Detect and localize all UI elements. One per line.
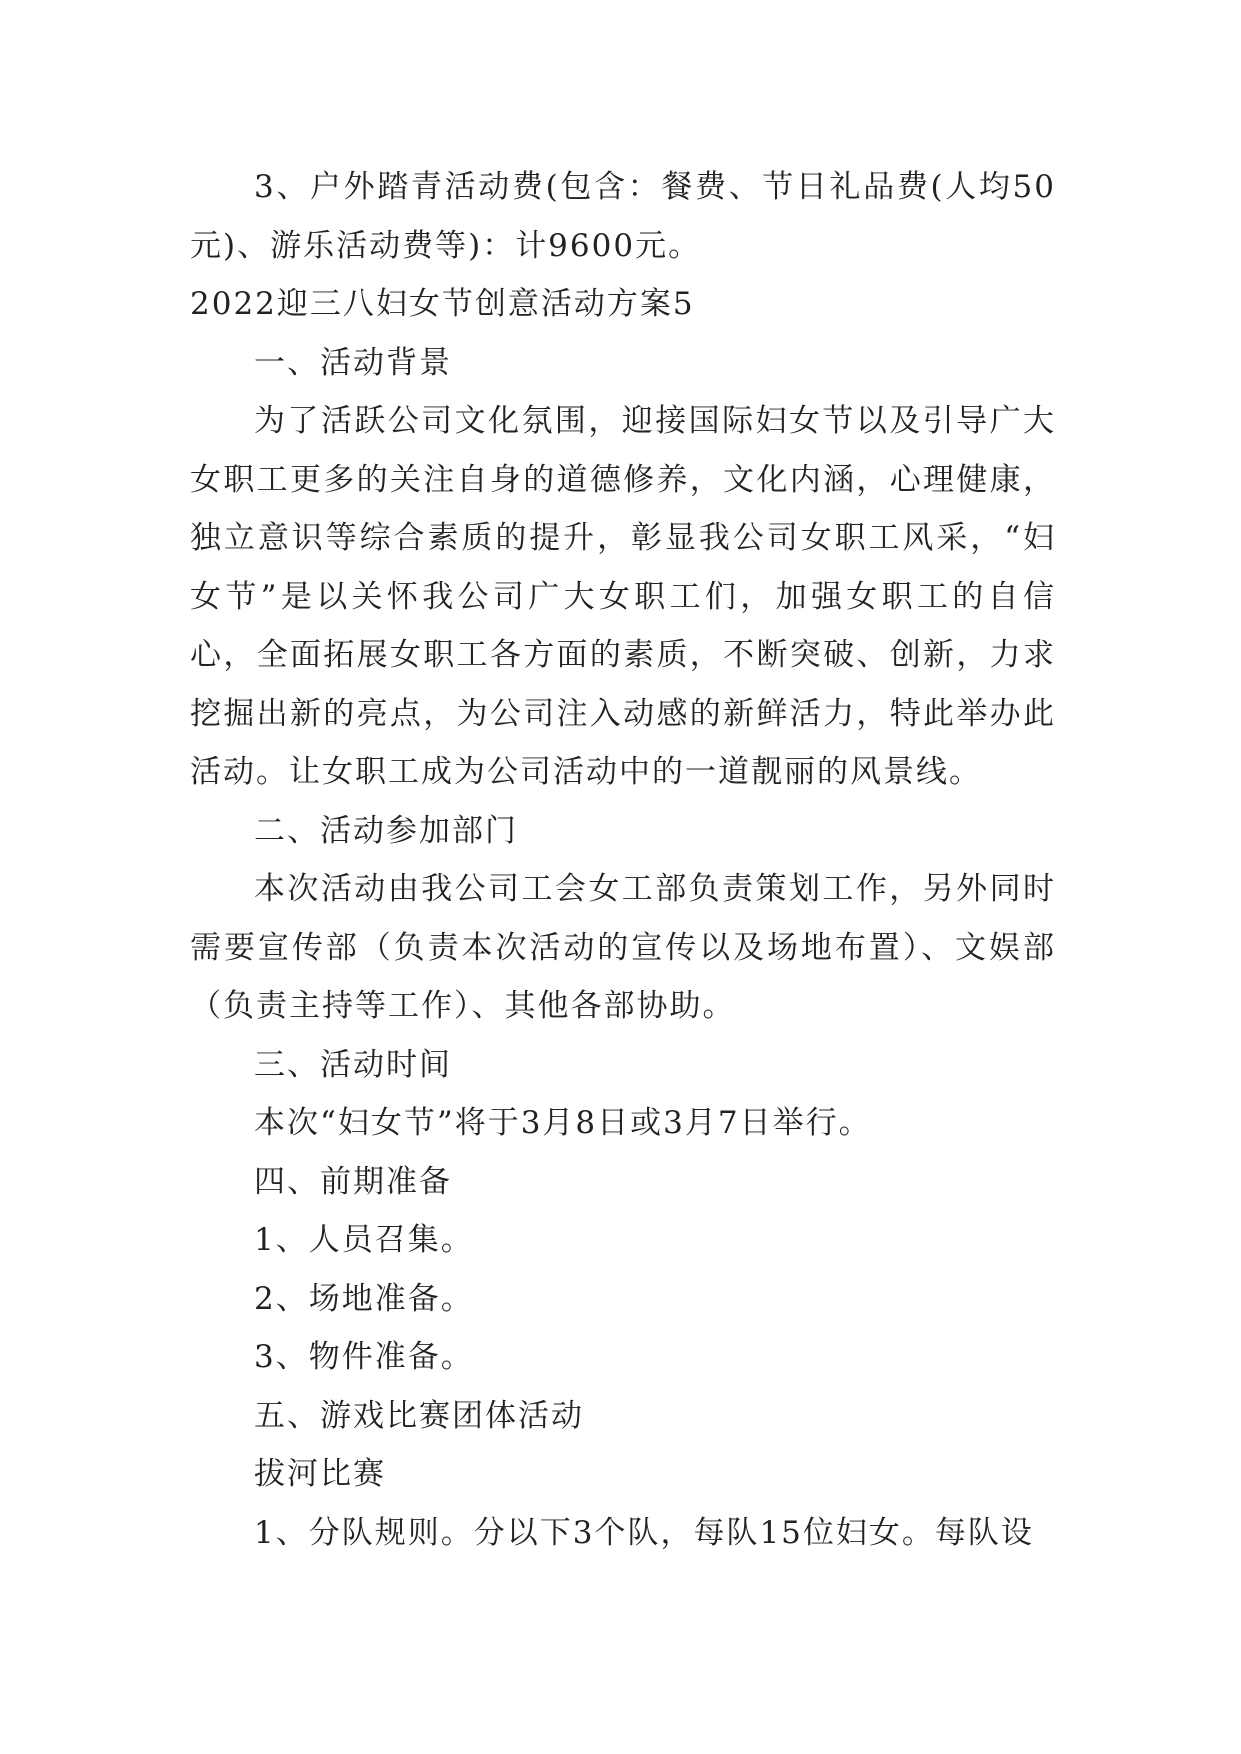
list-item-preparation-1: 1、人员召集。 bbox=[254, 1222, 474, 1258]
document-body bbox=[190, 158, 1056, 1562]
paragraph-fee-item-3: 3、户外踏青活动费(包含：餐费、节日礼品费(人均50元)、游乐活动费等)：计9600元。 bbox=[190, 169, 1056, 264]
paragraph-departments: 本次活动由我公司工会女工部负责策划工作，另外同时需要宣传部（负责本次活动的宣传以及场地布置）、文娱部（负责主持等工作）、其他各部协助。 bbox=[190, 871, 1056, 1024]
section-heading-time: 三、活动时间 bbox=[254, 1046, 452, 1083]
list-item-preparation-3: 3、物件准备。 bbox=[254, 1339, 474, 1375]
document-title: 2022迎三八妇女节创意活动方案5 bbox=[190, 286, 695, 322]
paragraph-background: 为了活跃公司文化氛围，迎接国际妇女节以及引导广大女职工更多的关注自身的道德修养，文化内涵，心理健康，独立意识等综合素质的提升，彰显我公司女职工风采，“妇女节”是以关怀我公司广大女职工们，加强女职工的自信心，全面拓展女职工各方面的素质，不断突破、创新，力求挖掘出新的亮点，为公司注入动感的新鲜活力，特此举办此活动。让女职工成为公司活动中的一道靓丽的风景线。 bbox=[190, 403, 1056, 790]
paragraph-time: 本次“妇女节”将于3月8日或3月7日举行。 bbox=[254, 1105, 872, 1141]
paragraph-team-rules: 1、分队规则。分以下3个队，每队15位妇女。每队设 bbox=[254, 1514, 1034, 1551]
section-heading-background: 一、活动背景 bbox=[254, 344, 452, 381]
section-heading-departments: 二、活动参加部门 bbox=[254, 812, 518, 849]
list-item-preparation-2: 2、场地准备。 bbox=[254, 1280, 474, 1317]
subheading-tug-of-war: 拔河比赛 bbox=[254, 1456, 386, 1492]
section-heading-games: 五、游戏比赛团体活动 bbox=[254, 1397, 584, 1434]
section-heading-preparation: 四、前期准备 bbox=[254, 1163, 452, 1200]
